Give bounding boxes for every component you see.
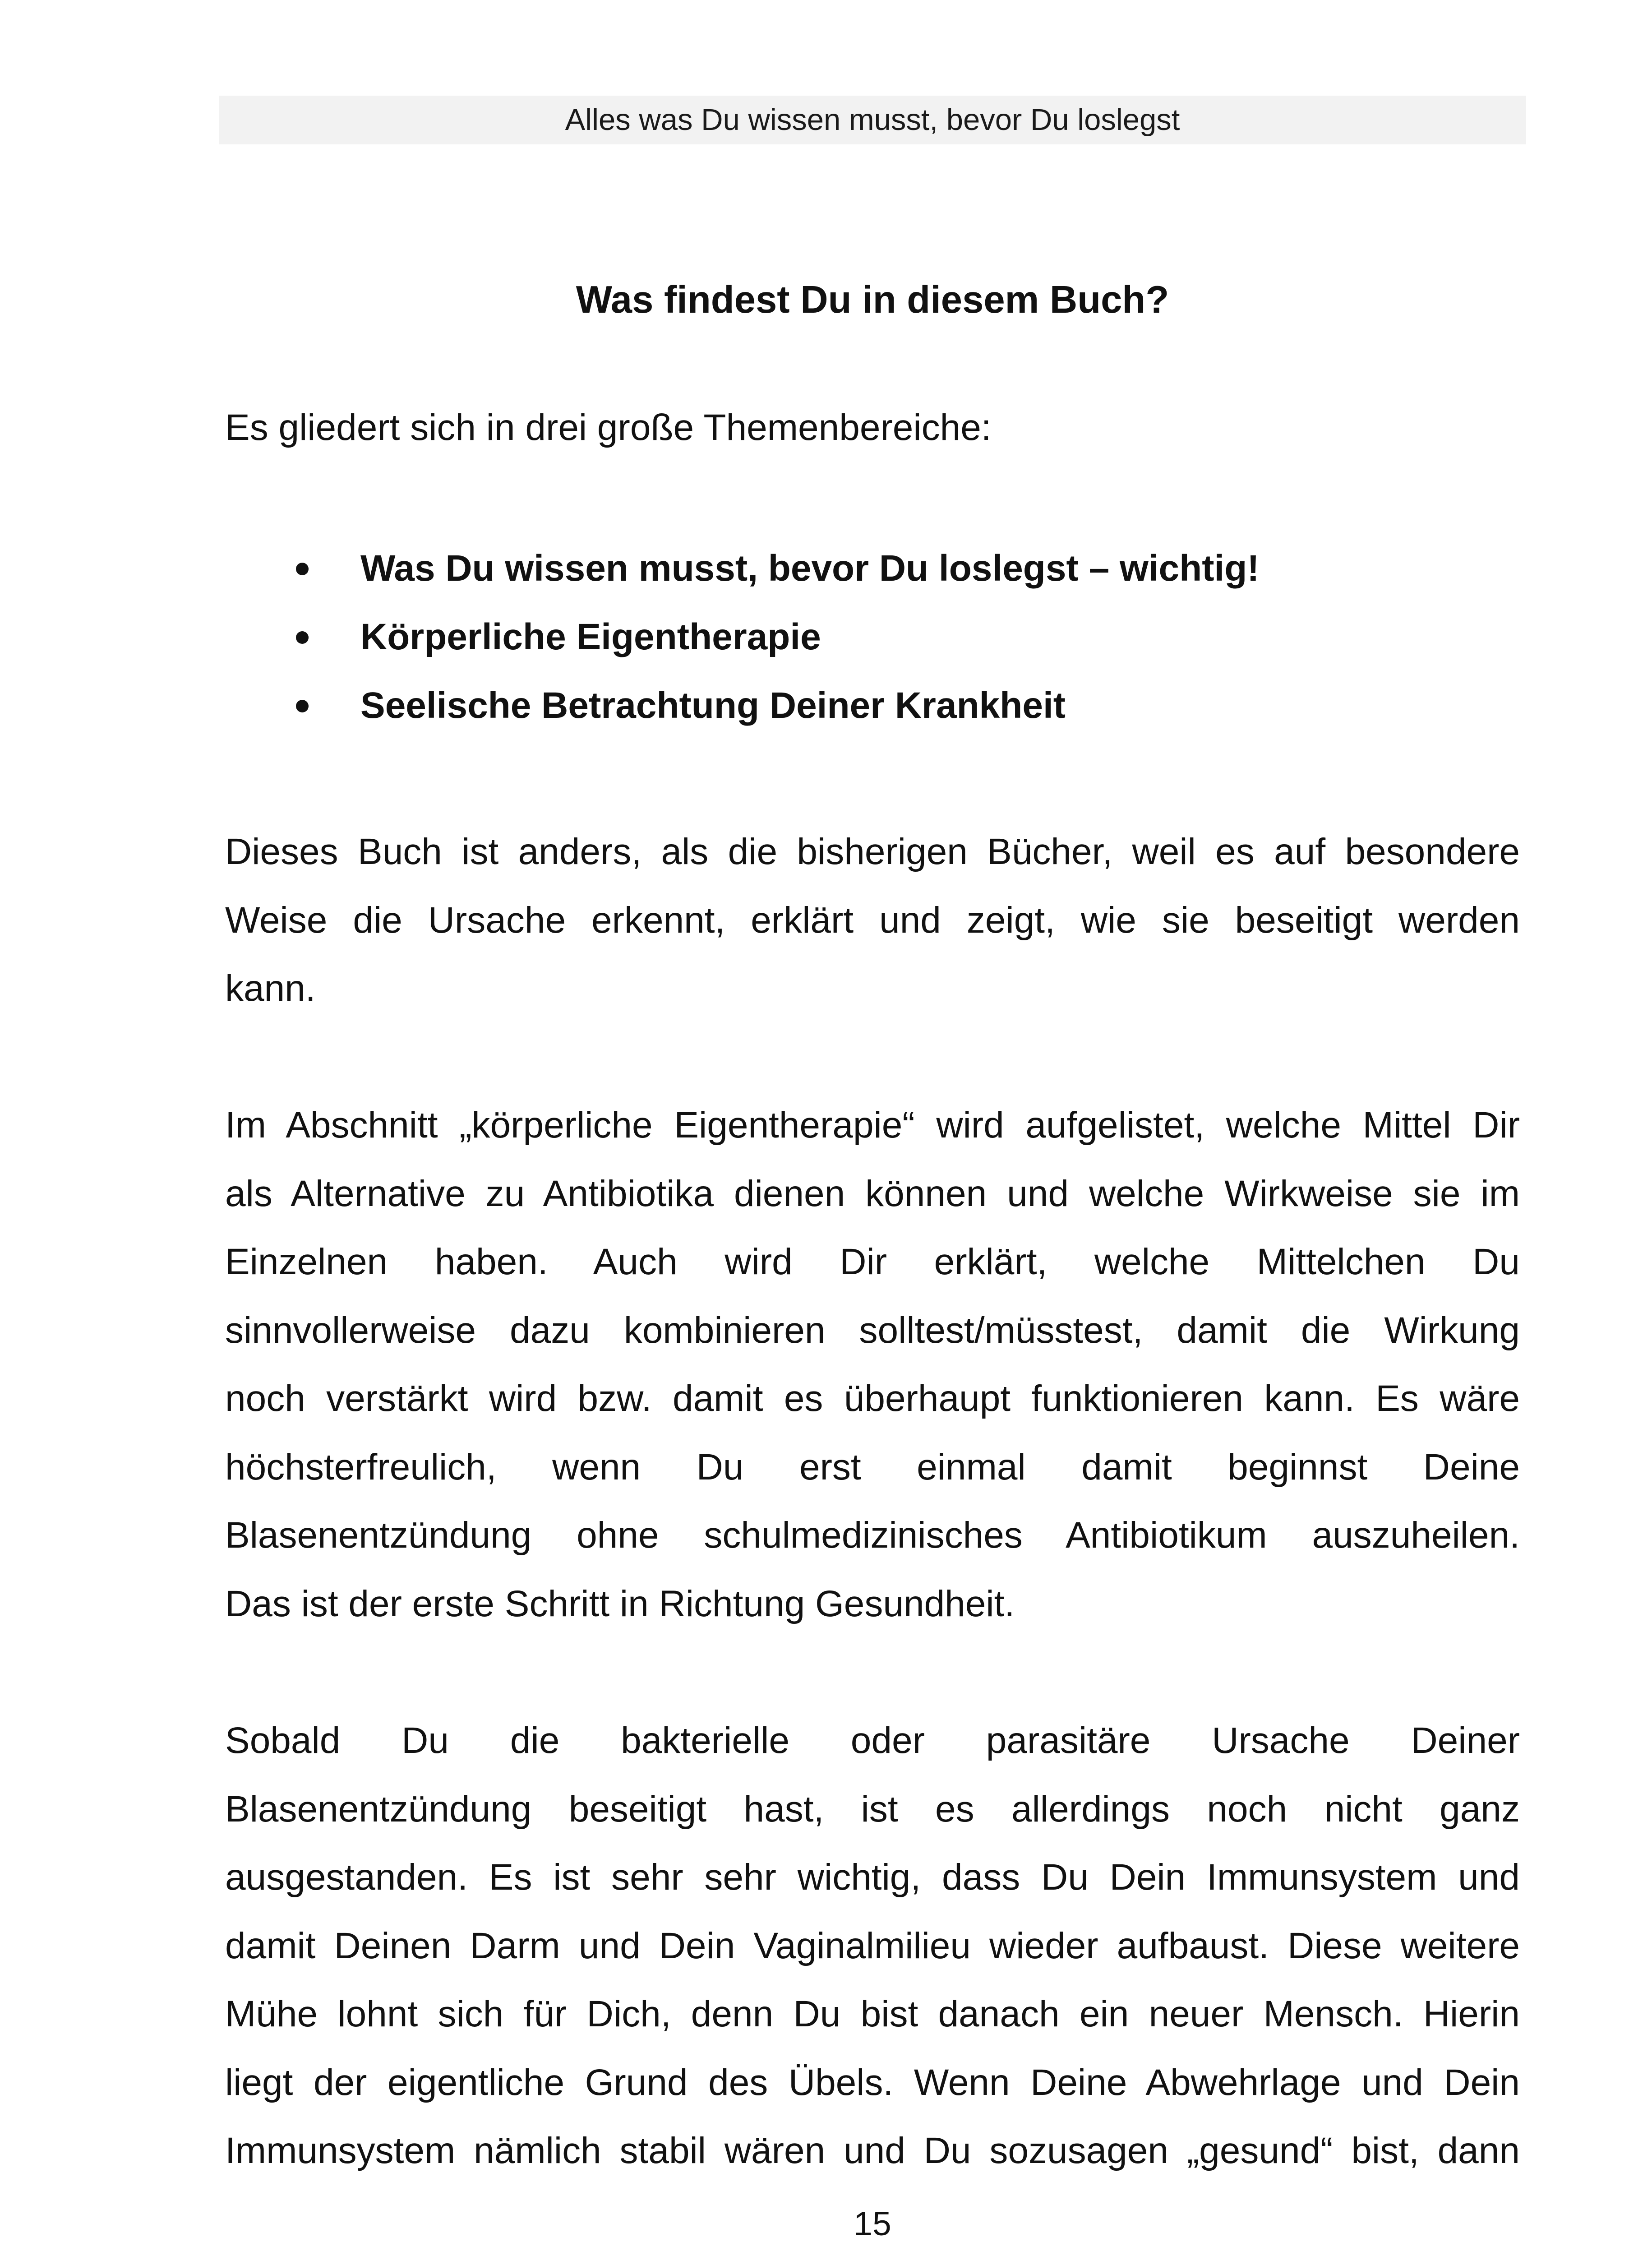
bullet-icon: [296, 700, 309, 712]
paragraph-book-difference: [225, 818, 1520, 1023]
text-line: als Alternative zu Antibiotika dienen können und welche Wirkweise sie im: [225, 1173, 1520, 1214]
text-line: Dieses Buch ist anders, als die bisherigen Bücher, weil es auf besondere: [225, 831, 1520, 872]
text-line: Immunsystem nämlich stabil wären und Du sozusagen „gesund“ bist, dann: [225, 2130, 1520, 2171]
running-header: Alles was Du wissen musst, bevor Du loslegst: [219, 96, 1526, 144]
topic-list-item: [225, 544, 1520, 612]
text-line: damit Deinen Darm und Dein Vaginalmilieu wieder aufbaust. Diese weitere: [225, 1925, 1520, 1966]
text-line: sinnvollerweise dazu kombinieren solltest/müsstest, damit die Wirkung: [225, 1309, 1520, 1351]
text-line: Im Abschnitt „körperliche Eigentherapie“ wird aufgelistet, welche Mittel Dir: [225, 1105, 1520, 1146]
topic-list: [225, 544, 1520, 749]
bullet-icon: [296, 631, 309, 644]
text-line: Sobald Du die bakterielle oder parasitäre Ursache Deiner: [225, 1720, 1520, 1761]
page-number: 15: [854, 2205, 891, 2242]
text-line: ausgestanden. Es ist sehr sehr wichtig, dass Du Dein Immunsystem und: [225, 1857, 1520, 1898]
bullet-icon: [296, 563, 309, 575]
text-line: Weise die Ursache erkennt, erklärt und zeigt, wie sie beseitigt werden: [225, 899, 1520, 941]
text-line: Einzelnen haben. Auch wird Dir erklärt, welche Mittelchen Du: [225, 1241, 1520, 1282]
text-line: kann.: [225, 968, 316, 1009]
paragraph-physical-therapy: [225, 1091, 1520, 1638]
text-line: Mühe lohnt sich für Dich, denn Du bist danach ein neuer Mensch. Hierin: [225, 1993, 1520, 2034]
text-line: liegt der eigentliche Grund des Übels. Wenn Deine Abwehrlage und Dein: [225, 2062, 1520, 2103]
topic-label: Was Du wissen musst, bevor Du loslegst – wichtig!: [360, 548, 1260, 589]
text-line: Blasenentzündung beseitigt hast, ist es allerdings noch nicht ganz: [225, 1788, 1520, 1830]
topic-label: Körperliche Eigentherapie: [360, 616, 821, 657]
paragraph-immune-system: [225, 1706, 1520, 2185]
text-line: Das ist der erste Schritt in Richtung Gesundheit.: [225, 1583, 1015, 1624]
topic-list-item: [225, 612, 1520, 681]
text-line: noch verstärkt wird bzw. damit es überhaupt funktionieren kann. Es wäre: [225, 1378, 1520, 1419]
text-line: Blasenentzündung ohne schulmedizinisches Antibiotikum auszuheilen.: [225, 1515, 1520, 1556]
text-line: höchsterfreulich, wenn Du erst einmal damit beginnst Deine: [225, 1446, 1520, 1488]
intro-text: Es gliedert sich in drei große Themenbereiche:: [225, 407, 992, 448]
page-title: Was findest Du in diesem Buch?: [576, 278, 1169, 321]
topic-list-item: [225, 681, 1520, 749]
topic-label: Seelische Betrachtung Deiner Krankheit: [360, 685, 1066, 726]
